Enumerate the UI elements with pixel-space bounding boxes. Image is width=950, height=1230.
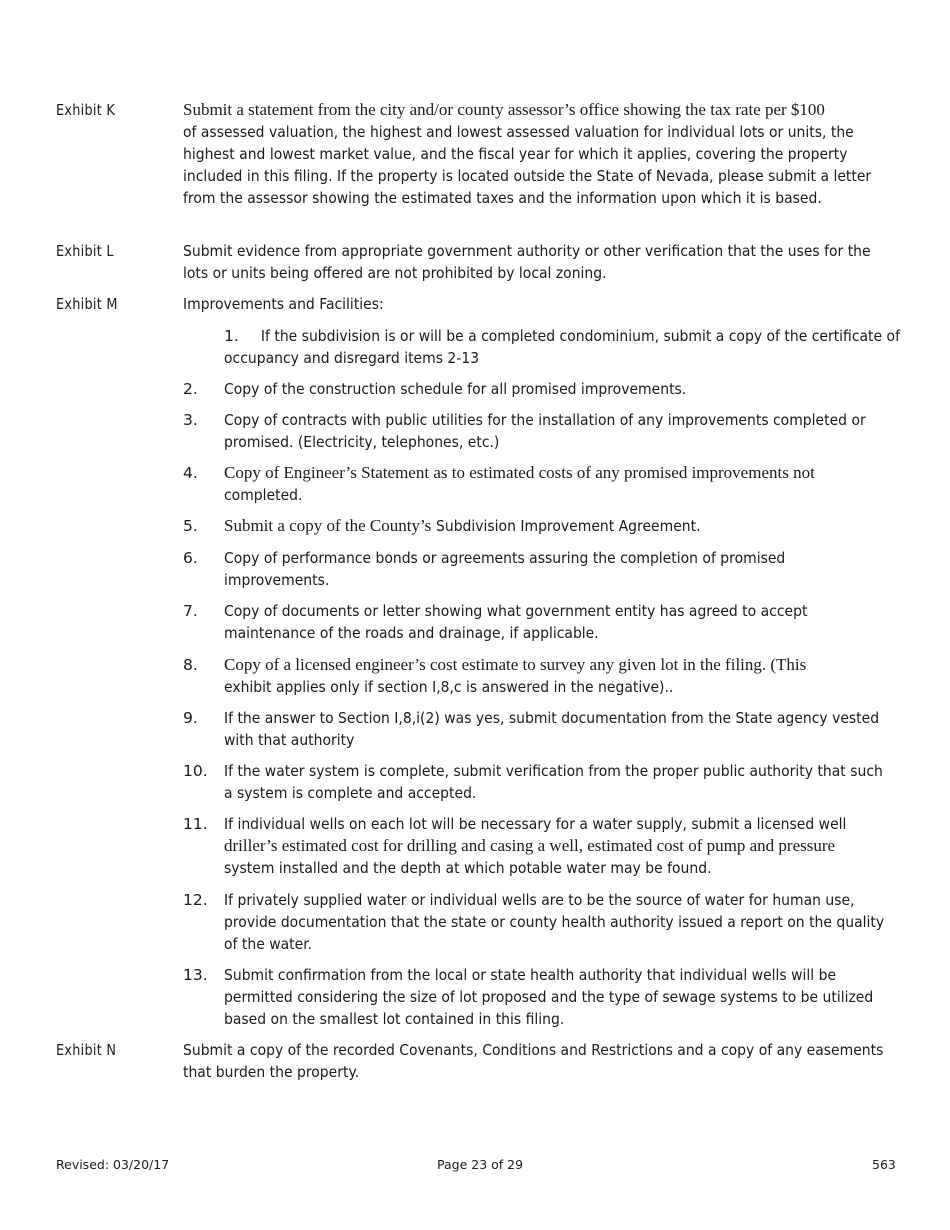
footer-revised-date: Revised: 03/20/17 [56,1157,170,1172]
item-number: 4. [183,464,198,482]
footer-page-number: Page 23 of 29 [437,1157,524,1172]
item-text-line: Copy of a licensed engineer’s cost estimate to survey any given lot in the filing. (This [224,655,807,674]
exhibit-text-body: Submit evidence from appropriate government authority or other verification that the uses for the lots or units being offered are not prohibited by local zoning. [183,242,871,282]
item-number: 2. [183,380,198,398]
item-text: If the water system is complete, submit verification from the proper public authority that such a system is complete and accepted. [224,762,883,802]
item-text: Copy of documents or letter showing what government entity has agreed to accept maintenance of the roads and drainage, if applicable. [224,602,808,642]
item-text-line: driller’s estimated cost for drilling and casing a well, estimated cost of pump and pressure [224,836,836,855]
exhibit-label: Exhibit M [56,295,118,313]
item-text: exhibit applies only if section I,8,c is answered in the negative).. [224,678,674,696]
item-text: completed. [224,486,303,504]
item-text-part: Submit a copy of the County’s [224,516,432,535]
exhibit-label: Exhibit N [56,1041,117,1059]
exhibit-text-line: Submit a statement from the city and/or county assessor’s office showing the tax rate per $100 [183,100,825,119]
item-number: 10. [183,762,208,780]
item-number: 12. [183,891,208,909]
item-number: 7. [183,602,198,620]
item-text: If individual wells on each lot will be necessary for a water supply, submit a licensed well [224,815,847,833]
exhibit-text [183,293,896,315]
item-number: 9. [183,709,198,727]
item-number: 5. [183,517,198,535]
exhibit-heading: Improvements and Facilities: [183,295,384,313]
item-text-line: Copy of Engineer’s Statement as to estimated costs of any promised improvements not [224,463,815,482]
exhibit-label: Exhibit L [56,242,114,260]
item-text: If the answer to Section I,8,i(2) was yes, submit documentation from the State agency vested with that authority [224,709,880,749]
footer-doc-number: 563 [872,1157,896,1172]
exhibit-text [183,240,896,284]
item-text: Submit confirmation from the local or state health authority that individual wells will be permitted considering the size of lot proposed and the type of sewage systems to be utilized based on the smallest lot contained in this filing. [224,966,874,1028]
item-number: 3. [183,411,198,429]
item-text: Subdivision Improvement Agreement. [436,517,701,535]
item-text: If privately supplied water or individual wells are to be the source of water for human use, provide documentation that the state or county health authority issued a report on the quality of the water. [224,891,885,953]
item-number: 1. [224,327,239,345]
item-text-end: system installed and the depth at which potable water may be found. [224,859,712,877]
item-text: Copy of contracts with public utilities for the installation of any improvements completed or promised. (Electricity, telephones, etc.) [224,411,866,451]
exhibit-text-body: of assessed valuation, the highest and lowest assessed valuation for individual lots or units, the highest and lowest market value, and the fiscal year for which it applies, covering the property included in this filing. If the property is located outside the State of Nevada, please submit a letter from the assessor showing the estimated taxes and the information upon which it is based. [183,123,872,207]
item-number: 8. [183,656,198,674]
item-number: 11. [183,815,208,833]
item-text: Copy of performance bonds or agreements assuring the completion of promised improvements. [224,549,786,589]
item-number: 6. [183,549,198,567]
item-text: If the subdivision is or will be a completed condominium, submit a copy of the certificate of occupancy and disregard items 2-13 [224,327,900,367]
item-number: 13. [183,966,208,984]
exhibit-text [183,1039,896,1083]
exhibit-label: Exhibit K [56,101,116,119]
exhibit-text [183,99,896,209]
exhibit-text-body: Submit a copy of the recorded Covenants, Conditions and Restrictions and a copy of any easements that burden the property. [183,1041,884,1081]
item-text: Copy of the construction schedule for all promised improvements. [224,380,687,398]
